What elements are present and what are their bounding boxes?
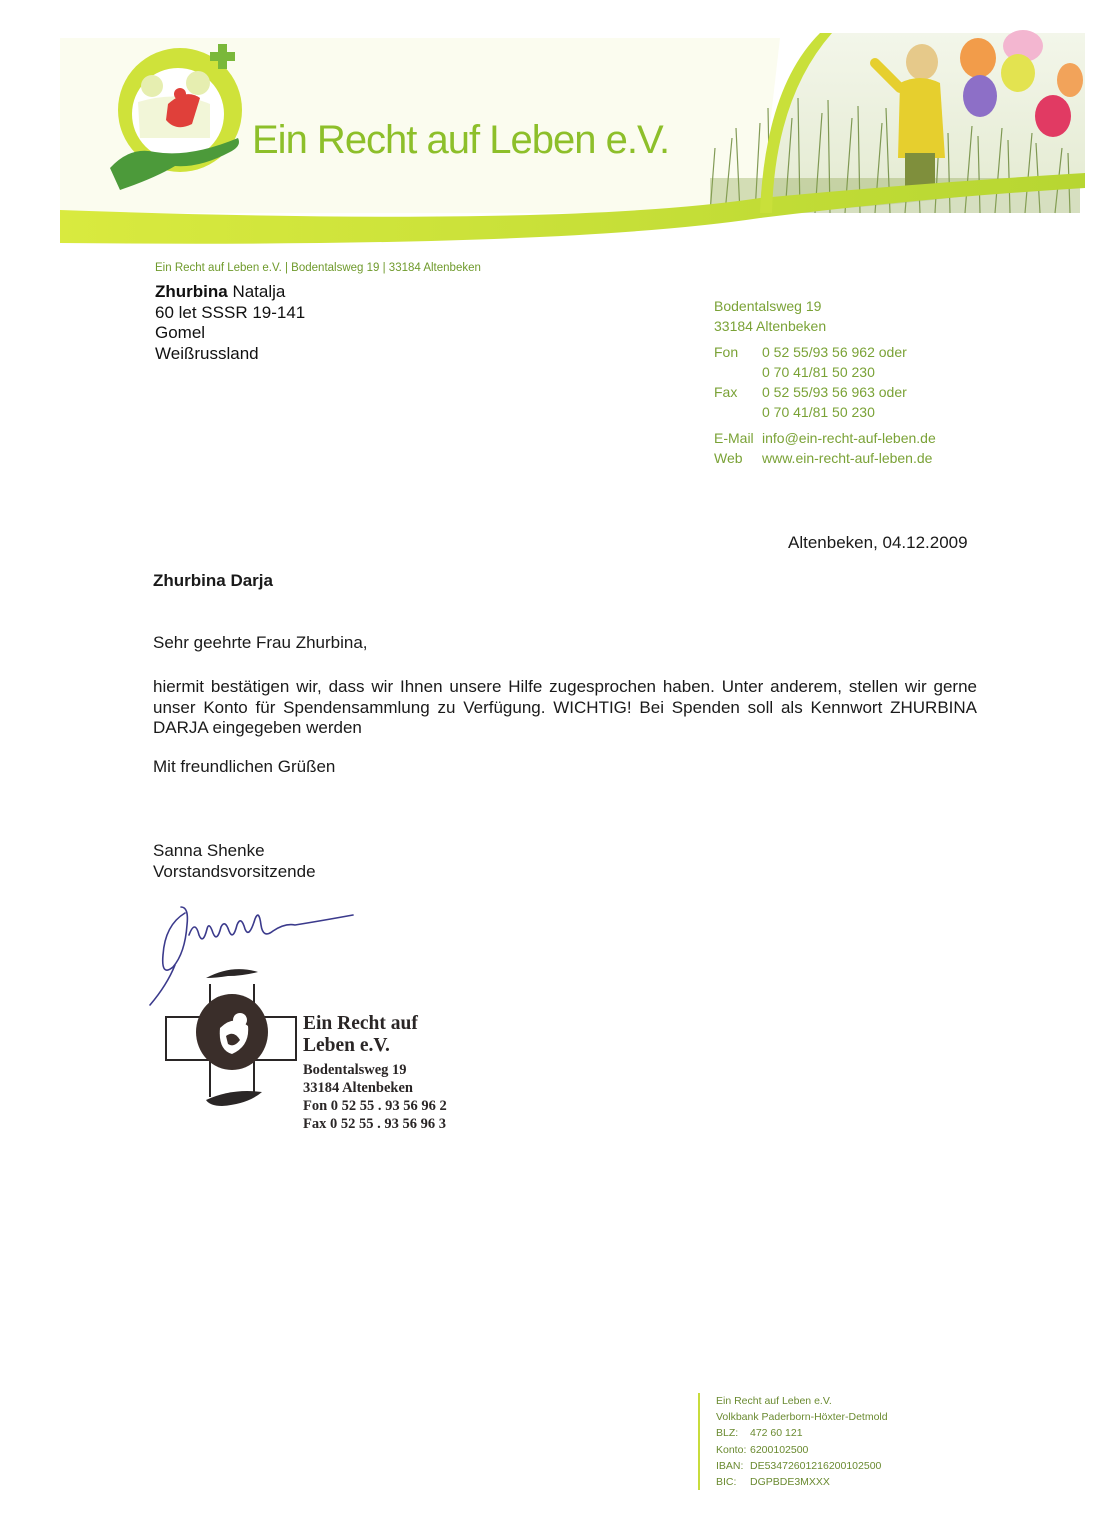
fon-number-2: 0 70 41/81 50 230 xyxy=(762,364,875,380)
stamp-city: 33184 Altenbeken xyxy=(303,1080,413,1096)
stamp-org-line-2: Leben e.V. xyxy=(303,1035,390,1056)
fax-number-1: 0 52 55/93 56 963 oder xyxy=(762,384,907,400)
blz-label: BLZ: xyxy=(716,1427,739,1440)
letter-subject: Zhurbina Darja xyxy=(153,571,273,590)
konto-label: Konto: xyxy=(716,1443,747,1456)
fon-label: Fon xyxy=(714,344,739,360)
bic-value: DGPBDE3MXXX xyxy=(750,1476,830,1489)
contact-city: 33184 Altenbeken xyxy=(714,318,827,334)
recipient-country: Weißrussland xyxy=(155,343,259,363)
sender-return-line: Ein Recht auf Leben e.V. | Bodentalsweg 19 | 33184 Altenbeken xyxy=(155,262,481,274)
contact-block xyxy=(714,296,936,468)
signer-block xyxy=(153,840,316,882)
bank-name: Volkbank Paderborn-Höxter-Detmold xyxy=(716,1411,888,1424)
iban-value: DE53472601216200102500 xyxy=(750,1459,882,1472)
stamp-text xyxy=(303,1013,447,1133)
letter-date: Altenbeken, 04.12.2009 xyxy=(788,533,968,552)
bank-details xyxy=(698,1393,888,1490)
salutation: Sehr geehrte Frau Zhurbina, xyxy=(153,633,368,652)
email-address: info@ein-recht-auf-leben.de xyxy=(762,430,936,446)
web-address: www.ein-recht-auf-leben.de xyxy=(762,450,933,466)
recipient-address xyxy=(155,282,305,364)
org-logo-text: Ein Recht auf Leben e.V. xyxy=(252,118,670,162)
recipient-street: 60 let SSSR 19-141 xyxy=(155,302,306,322)
stamp-street: Bodentalsweg 19 xyxy=(303,1062,407,1078)
fax-number-2: 0 70 41/81 50 230 xyxy=(762,404,875,420)
bic-label: BIC: xyxy=(716,1476,737,1489)
signer-title: Vorstandsvorsitzende xyxy=(153,862,316,881)
web-label: Web xyxy=(714,450,743,466)
iban-label: IBAN: xyxy=(716,1459,744,1472)
contact-street: Bodentalsweg 19 xyxy=(714,298,822,314)
stamp-fon: Fon 0 52 55 . 93 56 96 2 xyxy=(303,1098,447,1114)
fax-label: Fax xyxy=(714,384,738,400)
konto-value: 6200102500 xyxy=(750,1443,809,1456)
bank-account-holder: Ein Recht auf Leben e.V. xyxy=(716,1395,832,1407)
org-stamp-icon xyxy=(162,962,302,1112)
email-label: E-Mail xyxy=(714,430,754,446)
closing: Mit freundlichen Grüßen xyxy=(153,757,336,776)
recipient-city: Gomel xyxy=(155,323,206,342)
recipient-name: Zhurbina Natalja xyxy=(155,282,286,301)
blz-value: 472 60 121 xyxy=(750,1427,803,1440)
letter-body: hiermit bestätigen wir, dass wir Ihnen unsere Hilfe zugesprochen haben. Unter anderem, stellen wir gerne unser Konto für Spendensammlung zu Verfügung. WICHTIG! Bei Spenden soll als Kennwort ZHURBINA DARJA eingegeben werden xyxy=(153,677,977,737)
signer-name: Sanna Shenke xyxy=(153,841,265,860)
stamp-fax: Fax 0 52 55 . 93 56 96 3 xyxy=(303,1116,446,1132)
fon-number-1: 0 52 55/93 56 962 oder xyxy=(762,344,907,360)
stamp-org-line-1: Ein Recht auf xyxy=(303,1013,418,1034)
